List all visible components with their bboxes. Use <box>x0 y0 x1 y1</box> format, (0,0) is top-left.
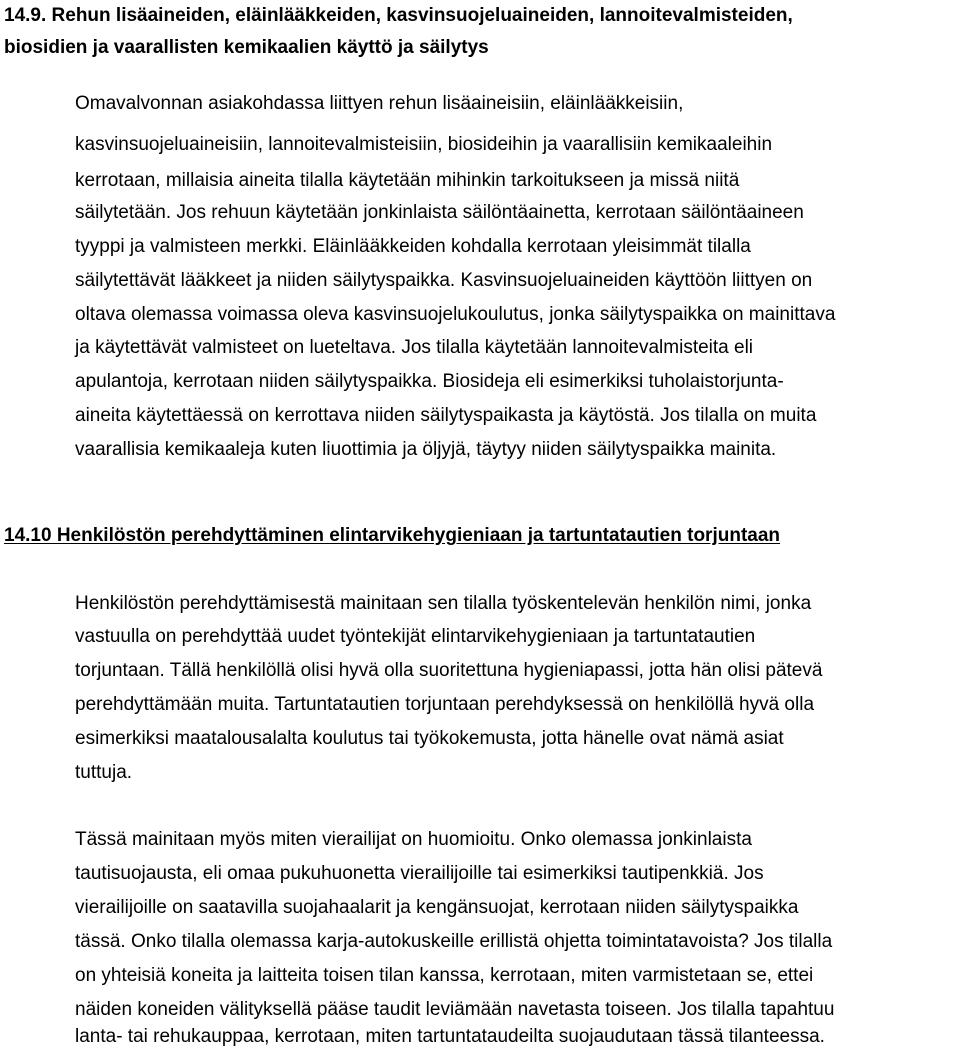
paragraph-line: vastuulla on perehdyttää uudet työntekijät elintarvikehygieniaan ja tartuntatautien <box>75 626 756 647</box>
section-heading-14-10: 14.10 Henkilöstön perehdyttäminen elintarvikehygieniaan ja tartuntatautien torjuntaan <box>4 525 781 546</box>
section-heading-14-9-line-1: 14.9. Rehun lisäaineiden, eläinlääkkeiden, kasvinsuojeluaineiden, lannoitevalmisteiden, <box>4 5 793 26</box>
paragraph-line: vaarallisia kemikaaleja kuten liuottimia ja öljyjä, täytyy niiden säilytyspaikka mainita. <box>75 439 777 460</box>
paragraph-line: vierailijoille on saatavilla suojahaalarit ja kengänsuojat, kerrotaan niiden säilytyspaikka <box>75 897 799 918</box>
paragraph-line: säilytettävät lääkkeet ja niiden säilytyspaikka. Kasvinsuojeluaineiden käyttöön liittyen on <box>75 270 813 291</box>
paragraph-line: oltava olemassa voimassa oleva kasvinsuojelukoulutus, jonka säilytyspaikka on mainittava <box>75 304 836 325</box>
section-heading-14-9-line-2: biosidien ja vaarallisten kemikaalien käyttö ja säilytys <box>4 37 489 58</box>
paragraph-line: säilytetään. Jos rehuun käytetään jonkinlaista säilöntäainetta, kerrotaan säilöntäaineen <box>75 202 804 223</box>
paragraph-line: Tässä mainitaan myös miten vierailijat on huomioitu. Onko olemassa jonkinlaista <box>75 829 752 850</box>
paragraph-line: Omavalvonnan asiakohdassa liittyen rehun lisäaineisiin, eläinlääkkeisiin, <box>75 93 684 114</box>
paragraph-line: torjuntaan. Tällä henkilöllä olisi hyvä olla suoritettuna hygieniapassi, jotta hän olisi pätevä <box>75 660 823 681</box>
paragraph-line: tässä. Onko tilalla olemassa karja-autokuskeille erillistä ohjetta toimintatavoista? Jos tilalla <box>75 931 833 952</box>
paragraph-line: Henkilöstön perehdyttämisestä mainitaan sen tilalla työskentelevän henkilön nimi, jonka <box>75 593 812 614</box>
paragraph-line: kerrotaan, millaisia aineita tilalla käytetään mihinkin tarkoitukseen ja missä niitä <box>75 170 740 191</box>
paragraph-line: lanta- tai rehukauppaa, kerrotaan, miten tartuntataudeilta suojaudutaan tässä tilanteessa. <box>75 1026 825 1047</box>
paragraph-line: tyyppi ja valmisteen merkki. Eläinlääkkeiden kohdalla kerrotaan yleisimmät tilalla <box>75 236 751 257</box>
paragraph-line: näiden koneiden välityksellä pääse taudit leviämään navetasta toiseen. Jos tilalla tapahtuu <box>75 999 835 1020</box>
paragraph-line: apulantoja, kerrotaan niiden säilytyspaikka. Biosideja eli esimerkiksi tuholaistorjunta- <box>75 371 784 392</box>
paragraph-line: esimerkiksi maatalousalalta koulutus tai työkokemusta, jotta hänelle ovat nämä asiat <box>75 728 784 749</box>
paragraph-line: aineita käytettäessä on kerrottava niiden säilytyspaikasta ja käytöstä. Jos tilalla on muita <box>75 405 817 426</box>
paragraph-line: on yhteisiä koneita ja laitteita toisen tilan kanssa, kerrotaan, miten varmistetaan se, ettei <box>75 965 814 986</box>
paragraph-line: ja käytettävät valmisteet on lueteltava. Jos tilalla käytetään lannoitevalmisteita eli <box>75 337 754 358</box>
paragraph-line: tuttuja. <box>75 762 133 783</box>
paragraph-line: kasvinsuojeluaineisiin, lannoitevalmisteisiin, biosideihin ja vaarallisiin kemikaaleihin <box>75 134 773 155</box>
paragraph-line: tautisuojausta, eli omaa pukuhuonetta vierailijoille tai esimerkiksi tautipenkkiä. Jos <box>75 863 764 884</box>
paragraph-line: perehdyttämään muita. Tartuntatautien torjuntaan perehdyksessä on henkilöllä hyvä olla <box>75 694 815 715</box>
